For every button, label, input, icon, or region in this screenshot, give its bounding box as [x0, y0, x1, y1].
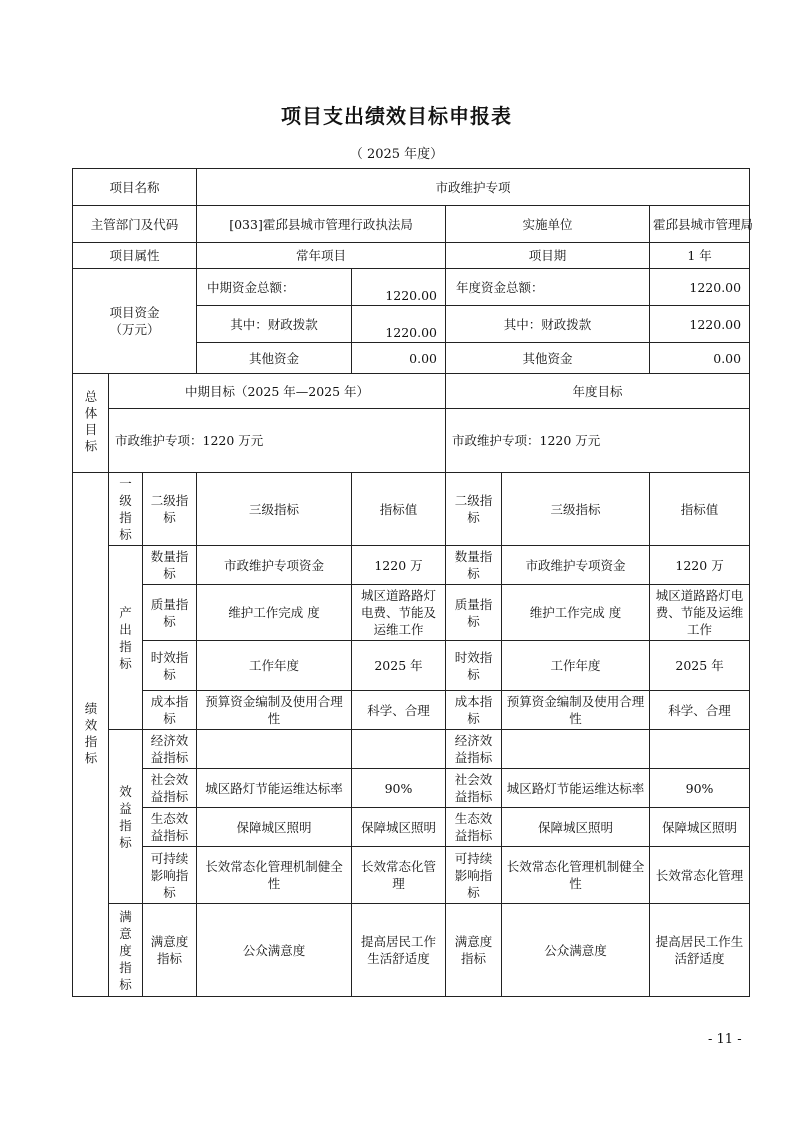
- year-level2-cell: 生态效益指标: [446, 808, 502, 847]
- indicators-label: 绩效指标: [73, 473, 109, 997]
- attr-value: 常年项目: [197, 243, 446, 269]
- year-other-value: 0.00: [650, 343, 750, 374]
- year-fiscal-label: 其中：财政拨款: [446, 306, 650, 343]
- value-cell: 科学、合理: [352, 691, 446, 730]
- year-level2-cell: 成本指标: [446, 691, 502, 730]
- level3-header: 三级指标: [197, 473, 352, 546]
- level2-cell: 可持续影响指标: [143, 847, 197, 904]
- level2-cell: 满意度指标: [143, 904, 197, 997]
- year-level2-cell: 时效指标: [446, 641, 502, 691]
- mid-fiscal-label: 其中：财政拨款: [197, 306, 352, 343]
- year-level3-cell: 市政维护专项资金: [502, 546, 650, 585]
- year-value-cell: 90%: [650, 769, 750, 808]
- level3-cell: 城区路灯节能运维达标率: [197, 769, 352, 808]
- project-name: 市政维护专项: [197, 169, 750, 206]
- year-level3-cell: 保障城区照明: [502, 808, 650, 847]
- value-cell: 90%: [352, 769, 446, 808]
- value-cell: 提高居民工作生活舒适度: [352, 904, 446, 997]
- year-level2-cell: 满意度指标: [446, 904, 502, 997]
- page-number: - 11 -: [708, 1032, 742, 1047]
- year-total-label: 年度资金总额：: [446, 269, 650, 306]
- mid-other-value: 0.00: [352, 343, 446, 374]
- indicator-row: [73, 585, 750, 641]
- mid-goal-header: 中期目标（2025 年—2025 年）: [109, 374, 446, 409]
- year-level3-cell: 城区路灯节能运维达标率: [502, 769, 650, 808]
- year-level3-cell: 预算资金编制及使用合理性: [502, 691, 650, 730]
- value-cell: 城区道路路灯电费、节能及运维工作: [352, 585, 446, 641]
- year-other-label: 其他资金: [446, 343, 650, 374]
- year-level3-cell: 维护工作完成 度: [502, 585, 650, 641]
- year-level3-header: 三级指标: [502, 473, 650, 546]
- dept-value: [033]霍邱县城市管理行政执法局: [197, 206, 446, 243]
- year-level2-cell: 社会效益指标: [446, 769, 502, 808]
- year-level3-cell: [502, 730, 650, 769]
- level3-cell: 预算资金编制及使用合理性: [197, 691, 352, 730]
- year-level3-cell: 长效常态化管理机制健全性: [502, 847, 650, 904]
- indicator-row: [73, 808, 750, 847]
- dept-label: 主管部门及代码: [73, 206, 197, 243]
- level1-cell: 效益指标: [109, 730, 143, 904]
- year-fiscal-value: 1220.00: [650, 306, 750, 343]
- year-level2-cell: 质量指标: [446, 585, 502, 641]
- value-cell: 1220 万: [352, 546, 446, 585]
- year-total-value: 1220.00: [650, 269, 750, 306]
- indicator-row: [73, 691, 750, 730]
- indicator-row: [73, 769, 750, 808]
- year-value-cell: 2025 年: [650, 641, 750, 691]
- indicator-row: [73, 730, 750, 769]
- level3-cell: 维护工作完成 度: [197, 585, 352, 641]
- value-cell: 2025 年: [352, 641, 446, 691]
- level2-header: 二级指标: [143, 473, 197, 546]
- goals-label: 总体目标: [73, 374, 109, 473]
- year-value-cell: 提高居民工作生活舒适度: [650, 904, 750, 997]
- page-title: 项目支出绩效目标申报表: [281, 104, 512, 128]
- year-level2-cell: 经济效益指标: [446, 730, 502, 769]
- year-level2-header: 二级指标: [446, 473, 502, 546]
- level2-cell: 数量指标: [143, 546, 197, 585]
- level2-cell: 成本指标: [143, 691, 197, 730]
- year-value-cell: 科学、合理: [650, 691, 750, 730]
- level3-cell: 市政维护专项资金: [197, 546, 352, 585]
- year-value-cell: 1220 万: [650, 546, 750, 585]
- project-name-label: 项目名称: [73, 169, 197, 206]
- level3-cell: 长效常态化管理机制健全性: [197, 847, 352, 904]
- year-value-cell: 城区道路路灯电费、节能及运维工作: [650, 585, 750, 641]
- year-value-cell: [650, 730, 750, 769]
- value-header: 指标值: [352, 473, 446, 546]
- year-level2-cell: 数量指标: [446, 546, 502, 585]
- year-goal-text: 市政维护专项：1220 万元: [446, 409, 750, 473]
- level2-cell: 时效指标: [143, 641, 197, 691]
- value-cell: 长效常态化管理: [352, 847, 446, 904]
- attr-label: 项目属性: [73, 243, 197, 269]
- performance-table: [72, 168, 754, 997]
- impl-label: 实施单位: [446, 206, 650, 243]
- indicator-row: [73, 847, 750, 904]
- value-cell: 保障城区照明: [352, 808, 446, 847]
- year-level2-cell: 可持续影响指标: [446, 847, 502, 904]
- level1-header: 一级指标: [109, 473, 143, 546]
- period-value: 1 年: [650, 243, 750, 269]
- mid-fiscal-value: 1220.00: [352, 306, 446, 343]
- mid-total-label: 中期资金总额：: [197, 269, 352, 306]
- level2-cell: 质量指标: [143, 585, 197, 641]
- level3-cell: [197, 730, 352, 769]
- year-line: （ 2025 年度）: [349, 147, 444, 162]
- level3-cell: 工作年度: [197, 641, 352, 691]
- indicator-row: [73, 904, 750, 997]
- level3-cell: 保障城区照明: [197, 808, 352, 847]
- year-level3-cell: 工作年度: [502, 641, 650, 691]
- year-value-header: 指标值: [650, 473, 750, 546]
- year-goal-header: 年度目标: [446, 374, 750, 409]
- level3-cell: 公众满意度: [197, 904, 352, 997]
- indicator-row: [73, 546, 750, 585]
- level2-cell: 生态效益指标: [143, 808, 197, 847]
- value-cell: [352, 730, 446, 769]
- period-label: 项目期: [446, 243, 650, 269]
- impl-value: 霍邱县城市管理局: [650, 206, 750, 243]
- level2-cell: 经济效益指标: [143, 730, 197, 769]
- funds-label: 项目资金 （万元）: [73, 269, 197, 374]
- indicator-row: [73, 641, 750, 691]
- mid-goal-text: 市政维护专项：1220 万元: [109, 409, 446, 473]
- year-value-cell: 长效常态化管理: [650, 847, 750, 904]
- year-level3-cell: 公众满意度: [502, 904, 650, 997]
- year-value-cell: 保障城区照明: [650, 808, 750, 847]
- mid-other-label: 其他资金: [197, 343, 352, 374]
- mid-total-value: 1220.00: [352, 269, 446, 306]
- level1-cell: 满意度指标: [109, 904, 143, 997]
- level1-cell: 产出指标: [109, 546, 143, 730]
- level2-cell: 社会效益指标: [143, 769, 197, 808]
